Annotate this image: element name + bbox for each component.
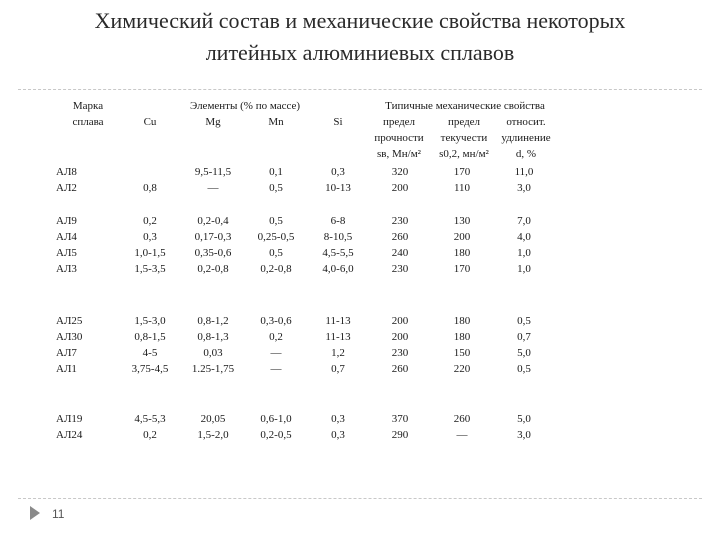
- cell-mn: 0,5: [269, 182, 283, 194]
- cell-si: 0,3: [331, 166, 345, 178]
- cell-elong: 1,0: [517, 263, 531, 275]
- cell-mn: 0,5: [269, 247, 283, 259]
- cell-cu: 1,5-3,0: [134, 315, 166, 327]
- cell-mg: 0,2-0,4: [197, 215, 229, 227]
- cell-yield: 110: [453, 182, 471, 194]
- cell-strength: 230: [391, 347, 409, 359]
- cell-mg: 0,17-0,3: [194, 231, 232, 243]
- cell-si: 11-13: [325, 331, 351, 343]
- cell-yield: 180: [453, 331, 471, 343]
- slide-title-line-1: Химический состав и механические свойства некоторых: [94, 8, 626, 33]
- bottom-divider: [18, 498, 702, 499]
- cell-mn: 0,5: [269, 215, 283, 227]
- cell-si: 10-13: [325, 182, 351, 194]
- cell-si: 0,7: [331, 363, 345, 375]
- cell-yield: —: [456, 429, 468, 441]
- header-elements: Элементы (% по массе): [189, 100, 301, 112]
- cell-mn: 0,6-1,0: [260, 413, 292, 425]
- header-si: Si: [333, 116, 343, 128]
- cell-elong: 11,0: [514, 166, 534, 178]
- cell-elong: 3,0: [517, 182, 531, 194]
- cell-mn: 0,2: [269, 331, 283, 343]
- cell-yield: 200: [453, 231, 471, 243]
- cell-strength: 230: [391, 263, 409, 275]
- cell-grade: АЛ19: [56, 413, 83, 425]
- cell-si: 6-8: [330, 215, 346, 227]
- page-number: 11: [52, 507, 65, 521]
- slide-title-line-2: литейных алюминиевых сплавов: [205, 40, 515, 65]
- cell-cu: 0,2: [143, 429, 157, 441]
- cell-grade: АЛ30: [56, 331, 83, 343]
- header-yield: предел текучести s0,2, мн/м²: [439, 116, 489, 160]
- cell-si: 0,3: [331, 413, 345, 425]
- cell-mn: 0,2-0,8: [260, 263, 292, 275]
- cell-yield: 150: [453, 347, 471, 359]
- cell-cu: 0,8: [143, 182, 157, 194]
- header-mechanical: Типичные механические свойства: [385, 100, 545, 112]
- cell-strength: 370: [391, 413, 409, 425]
- cell-cu: 3,75-4,5: [131, 363, 169, 375]
- cell-mg: —: [207, 182, 219, 194]
- header-cu: Cu: [143, 116, 157, 128]
- cell-strength: 200: [391, 315, 409, 327]
- cell-mg: 0,03: [203, 347, 223, 359]
- cell-si: 8-10,5: [323, 231, 353, 243]
- cell-yield: 170: [453, 166, 471, 178]
- cell-grade: АЛ8: [56, 166, 77, 178]
- cell-cu: 1,0-1,5: [134, 247, 166, 259]
- top-divider: [18, 89, 702, 90]
- cell-elong: 0,5: [517, 363, 531, 375]
- cell-grade: АЛ2: [56, 182, 77, 194]
- cell-si: 0,3: [331, 429, 345, 441]
- cell-strength: 260: [391, 363, 409, 375]
- cell-mg: 20,05: [200, 413, 226, 425]
- cell-grade: АЛ3: [56, 263, 77, 275]
- cell-cu: 1,5-3,5: [134, 263, 166, 275]
- header-mn: Mn: [268, 116, 284, 128]
- cell-cu: 0,8-1,5: [134, 331, 166, 343]
- cell-cu: 4,5-5,3: [134, 413, 166, 425]
- cell-strength: 320: [391, 166, 409, 178]
- cell-grade: АЛ25: [56, 315, 83, 327]
- cell-yield: 180: [453, 315, 471, 327]
- cell-si: 11-13: [325, 315, 351, 327]
- cell-elong: 4,0: [517, 231, 531, 243]
- cell-mg: 1,5-2,0: [197, 429, 229, 441]
- cell-yield: 170: [453, 263, 471, 275]
- cell-elong: 5,0: [517, 347, 531, 359]
- cell-elong: 1,0: [517, 247, 531, 259]
- cell-yield: 220: [453, 363, 471, 375]
- cell-elong: 0,7: [517, 331, 531, 343]
- cell-mg: 0,8-1,2: [197, 315, 229, 327]
- cell-strength: 200: [391, 331, 409, 343]
- cell-grade: АЛ4: [56, 231, 77, 243]
- cell-mg: 1.25-1,75: [191, 363, 235, 375]
- cell-grade: АЛ24: [56, 429, 83, 441]
- cell-mn: 0,1: [269, 166, 283, 178]
- cell-si: 4,5-5,5: [322, 247, 354, 259]
- cell-yield: 260: [453, 413, 471, 425]
- cell-mg: 9,5-11,5: [194, 166, 232, 178]
- cell-strength: 200: [391, 182, 409, 194]
- cell-strength: 240: [391, 247, 409, 259]
- cell-elong: 0,5: [517, 315, 531, 327]
- cell-grade: АЛ9: [56, 215, 77, 227]
- header-strength: предел прочности sв, Мн/м²: [374, 116, 424, 160]
- header-elongation: относит. удлинение d, %: [501, 116, 551, 160]
- header-mg: Mg: [205, 116, 221, 128]
- cell-mn: 0,25-0,5: [257, 231, 295, 243]
- cell-elong: 3,0: [517, 429, 531, 441]
- cell-yield: 180: [453, 247, 471, 259]
- cell-mg: 0,8-1,3: [197, 331, 229, 343]
- cell-elong: 5,0: [517, 413, 531, 425]
- slide-marker-icon: [30, 506, 40, 520]
- header-grade: Марка сплава: [72, 100, 104, 128]
- cell-mg: 0,2-0,8: [197, 263, 229, 275]
- cell-si: 1,2: [331, 347, 345, 359]
- cell-cu: 0,2: [143, 215, 157, 227]
- cell-elong: 7,0: [517, 215, 531, 227]
- cell-grade: АЛ7: [56, 347, 77, 359]
- cell-cu: 4-5: [142, 347, 158, 359]
- cell-mn: —: [270, 363, 282, 375]
- cell-si: 4,0-6,0: [322, 263, 354, 275]
- cell-mg: 0,35-0,6: [194, 247, 232, 259]
- cell-mn: 0,2-0,5: [260, 429, 292, 441]
- cell-yield: 130: [453, 215, 471, 227]
- cell-grade: АЛ1: [56, 363, 77, 375]
- cell-strength: 260: [391, 231, 409, 243]
- cell-cu: 0,3: [143, 231, 157, 243]
- cell-strength: 290: [391, 429, 409, 441]
- cell-mn: —: [270, 347, 282, 359]
- cell-grade: АЛ5: [56, 247, 77, 259]
- cell-strength: 230: [391, 215, 409, 227]
- cell-mn: 0,3-0,6: [260, 315, 292, 327]
